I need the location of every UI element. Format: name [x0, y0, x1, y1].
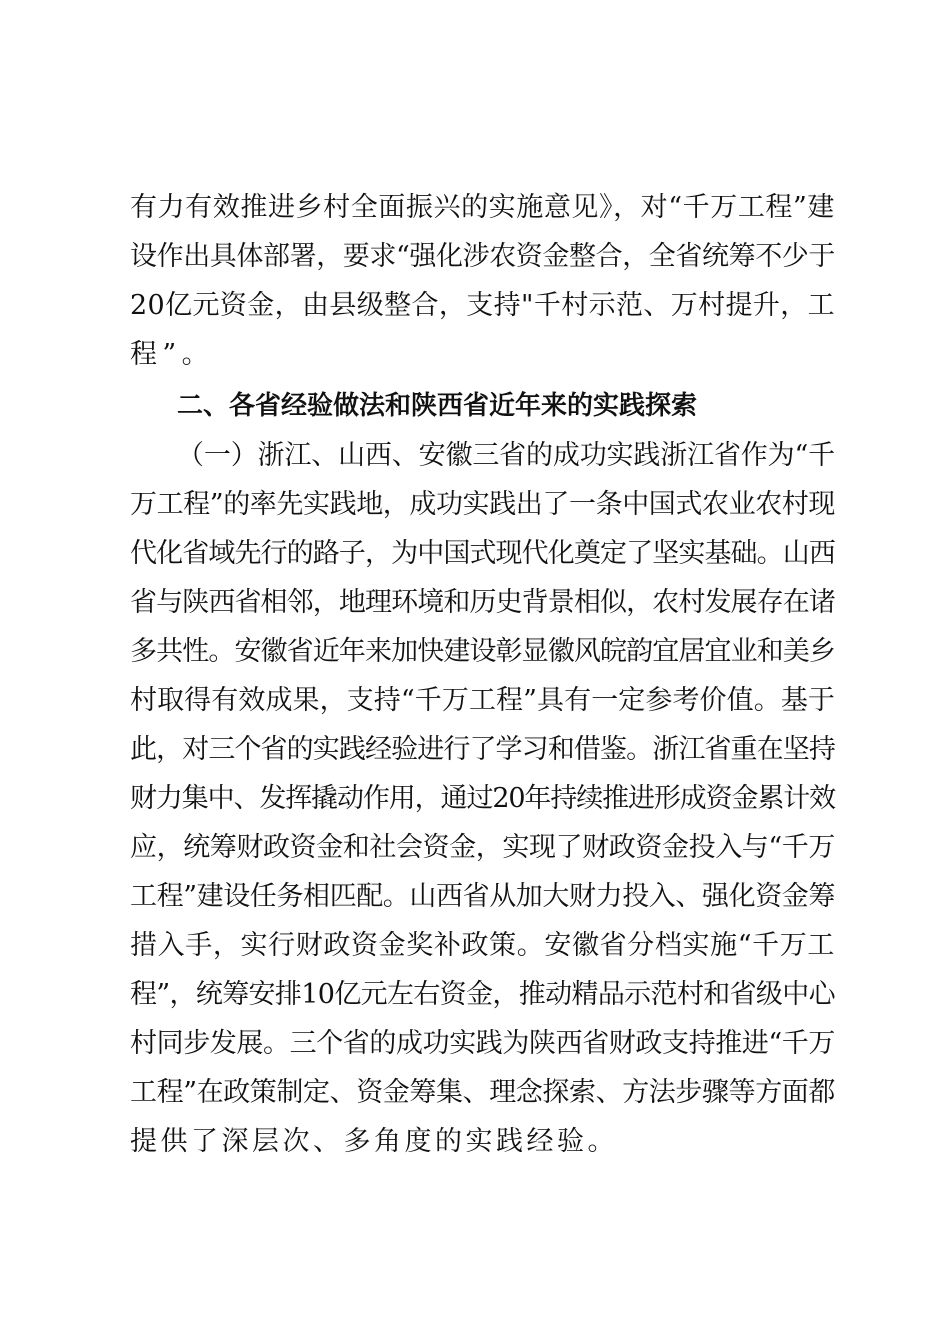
paragraph-2-line-8: 财力集中、发挥撬动作用，通过20年持续推进形成资金累计效 — [130, 783, 835, 814]
paragraph-2-line-15: 提供了深层次、多角度的实践经验。 — [130, 1126, 618, 1157]
paragraph-2-line-11: 措入手，实行财政资金奖补政策。安徽省分档实施“千万工 — [130, 930, 835, 961]
paragraph-2-line-10: 工程”建设任务相匹配。山西省从加大财力投入、强化资金筹 — [130, 881, 835, 912]
paragraph-2-line-3: 代化省域先行的路子，为中国式现代化奠定了坚实基础。山西 — [130, 538, 835, 569]
paragraph-1-line-4: 程”。 — [130, 339, 215, 370]
paragraph-2-line-4: 省与陕西省相邻，地理环境和历史背景相似，农村发展存在诸 — [130, 587, 835, 618]
paragraph-2-line-5: 多共性。安徽省近年来加快建设彰显徽风皖韵宜居宜业和美乡 — [130, 636, 835, 667]
paragraph-2-line-1: （一）浙江、山西、安徽三省的成功实践浙江省作为“千 — [177, 440, 835, 471]
paragraph-2-line-13: 村同步发展。三个省的成功实践为陕西省财政支持推进“千万 — [130, 1028, 835, 1059]
paragraph-2-line-14: 工程”在政策制定、资金筹集、理念探索、方法步骤等方面都 — [130, 1077, 835, 1108]
paragraph-2-line-6: 村取得有效成果，支持“千万工程”具有一定参考价值。基于 — [130, 685, 835, 716]
paragraph-1-line-1: 有力有效推进乡村全面振兴的实施意见》，对“千万工程”建 — [130, 192, 835, 223]
paragraph-2-line-7: 此，对三个省的实践经验进行了学习和借鉴。浙江省重在坚持 — [130, 734, 835, 765]
paragraph-1-line-2: 设作出具体部署，要求“强化涉农资金整合，全省统筹不少于 — [130, 241, 835, 272]
paragraph-1-line-3: 20亿元资金，由县级整合，支持"千村示范、万村提升，工 — [130, 290, 835, 321]
paragraph-2-line-2: 万工程”的率先实践地，成功实践出了一条中国式农业农村现 — [130, 489, 835, 520]
section-heading: 二、各省经验做法和陕西省近年来的实践探索 — [177, 391, 698, 421]
paragraph-2-line-9: 应，统筹财政资金和社会资金，实现了财政资金投入与“千万 — [130, 832, 835, 863]
paragraph-2-line-12: 程”，统筹安排10亿元左右资金，推动精品示范村和省级中心 — [130, 979, 835, 1010]
